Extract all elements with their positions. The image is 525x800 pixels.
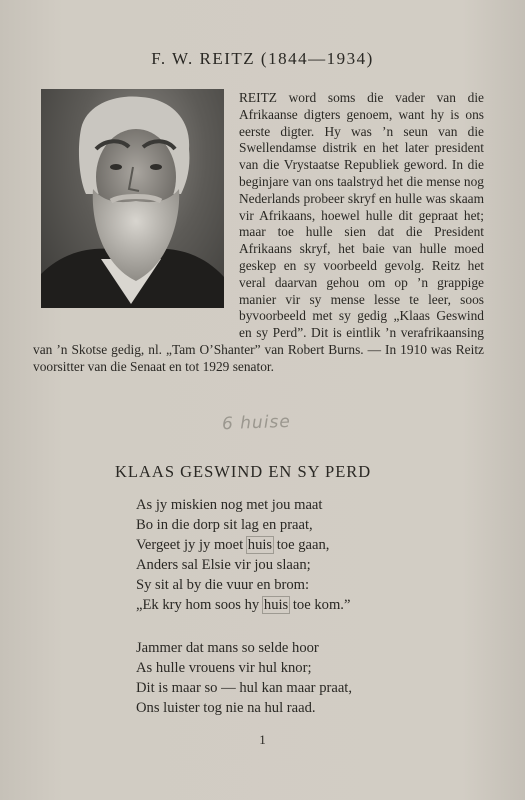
- poem-line-end: toe gaan,: [273, 537, 330, 553]
- poem-line: Bo in die dorp sit lag en praat,: [136, 517, 313, 533]
- poem-line: Dit is maar so — hul kan maar praat,: [136, 680, 353, 696]
- poem-line-start: Vergeet jy jy moet: [136, 537, 247, 553]
- poem-line: Ons luister tog nie na hul raad.: [136, 700, 316, 716]
- poem-line-end: toe kom.”: [289, 597, 351, 613]
- poem-stanza-1: [136, 495, 350, 615]
- poem-line: As hulle vrouens vir hul knor;: [136, 660, 312, 676]
- poem-line-start: „Ek kry hom soos hy: [136, 597, 263, 613]
- poem-line: Anders sal Elsie vir jou slaan;: [136, 557, 311, 573]
- biography-text: [33, 90, 484, 376]
- poem-title: KLAAS GESWIND EN SY PERD: [115, 462, 372, 481]
- poem-line: As jy miskien nog met jou maat: [136, 497, 323, 513]
- poem-line: [136, 595, 350, 615]
- portrait-wrap-spacer: [33, 90, 239, 326]
- biography-body: REITZ word soms die vader van die Afrikaanse digters genoem, want hy is ons eerste digter. Hy was ’n seun van die Swellendamse distrik en het later president van die Vrystaatse Republiek geword. In die beginjare van ons taalstryd het die mense nog Nederlands probeer skryf en hulle was skaam vir Afrikaans, hoewel hulle dit gepraat het; maar toe hulle sien dat die President Afrikaans skryf, het baie van hulle moed geskep en sy voorbeeld gevolg. Reitz het veral daarvan gehou om op ’n grappige manier vir sy mense lesse te leer, soos byvoorbeeld met sy gedig „Klaas Geswind en sy Perd”. Dit is eintlik ’n verafrikaansing van ’n Skotse gedig, nl. „Tam O’Shanter” van Robert Burns. — In 1910 was Reitz voorsitter van die Senaat en tot 1929 senator.: [33, 90, 484, 374]
- poem-line: Jammer dat mans so selde hoor: [136, 640, 319, 656]
- boxed-word: huis: [247, 537, 273, 553]
- poem-stanza-2: [136, 638, 352, 718]
- page-heading: F. W. REITZ (1844—1934): [151, 49, 374, 68]
- poem-line: Sy sit al by die vuur en brom:: [136, 577, 310, 593]
- poem-line: [136, 535, 350, 555]
- handwritten-annotation: 6 huise: [221, 411, 292, 435]
- boxed-word: huis: [263, 597, 289, 613]
- page-number: 1: [259, 732, 266, 747]
